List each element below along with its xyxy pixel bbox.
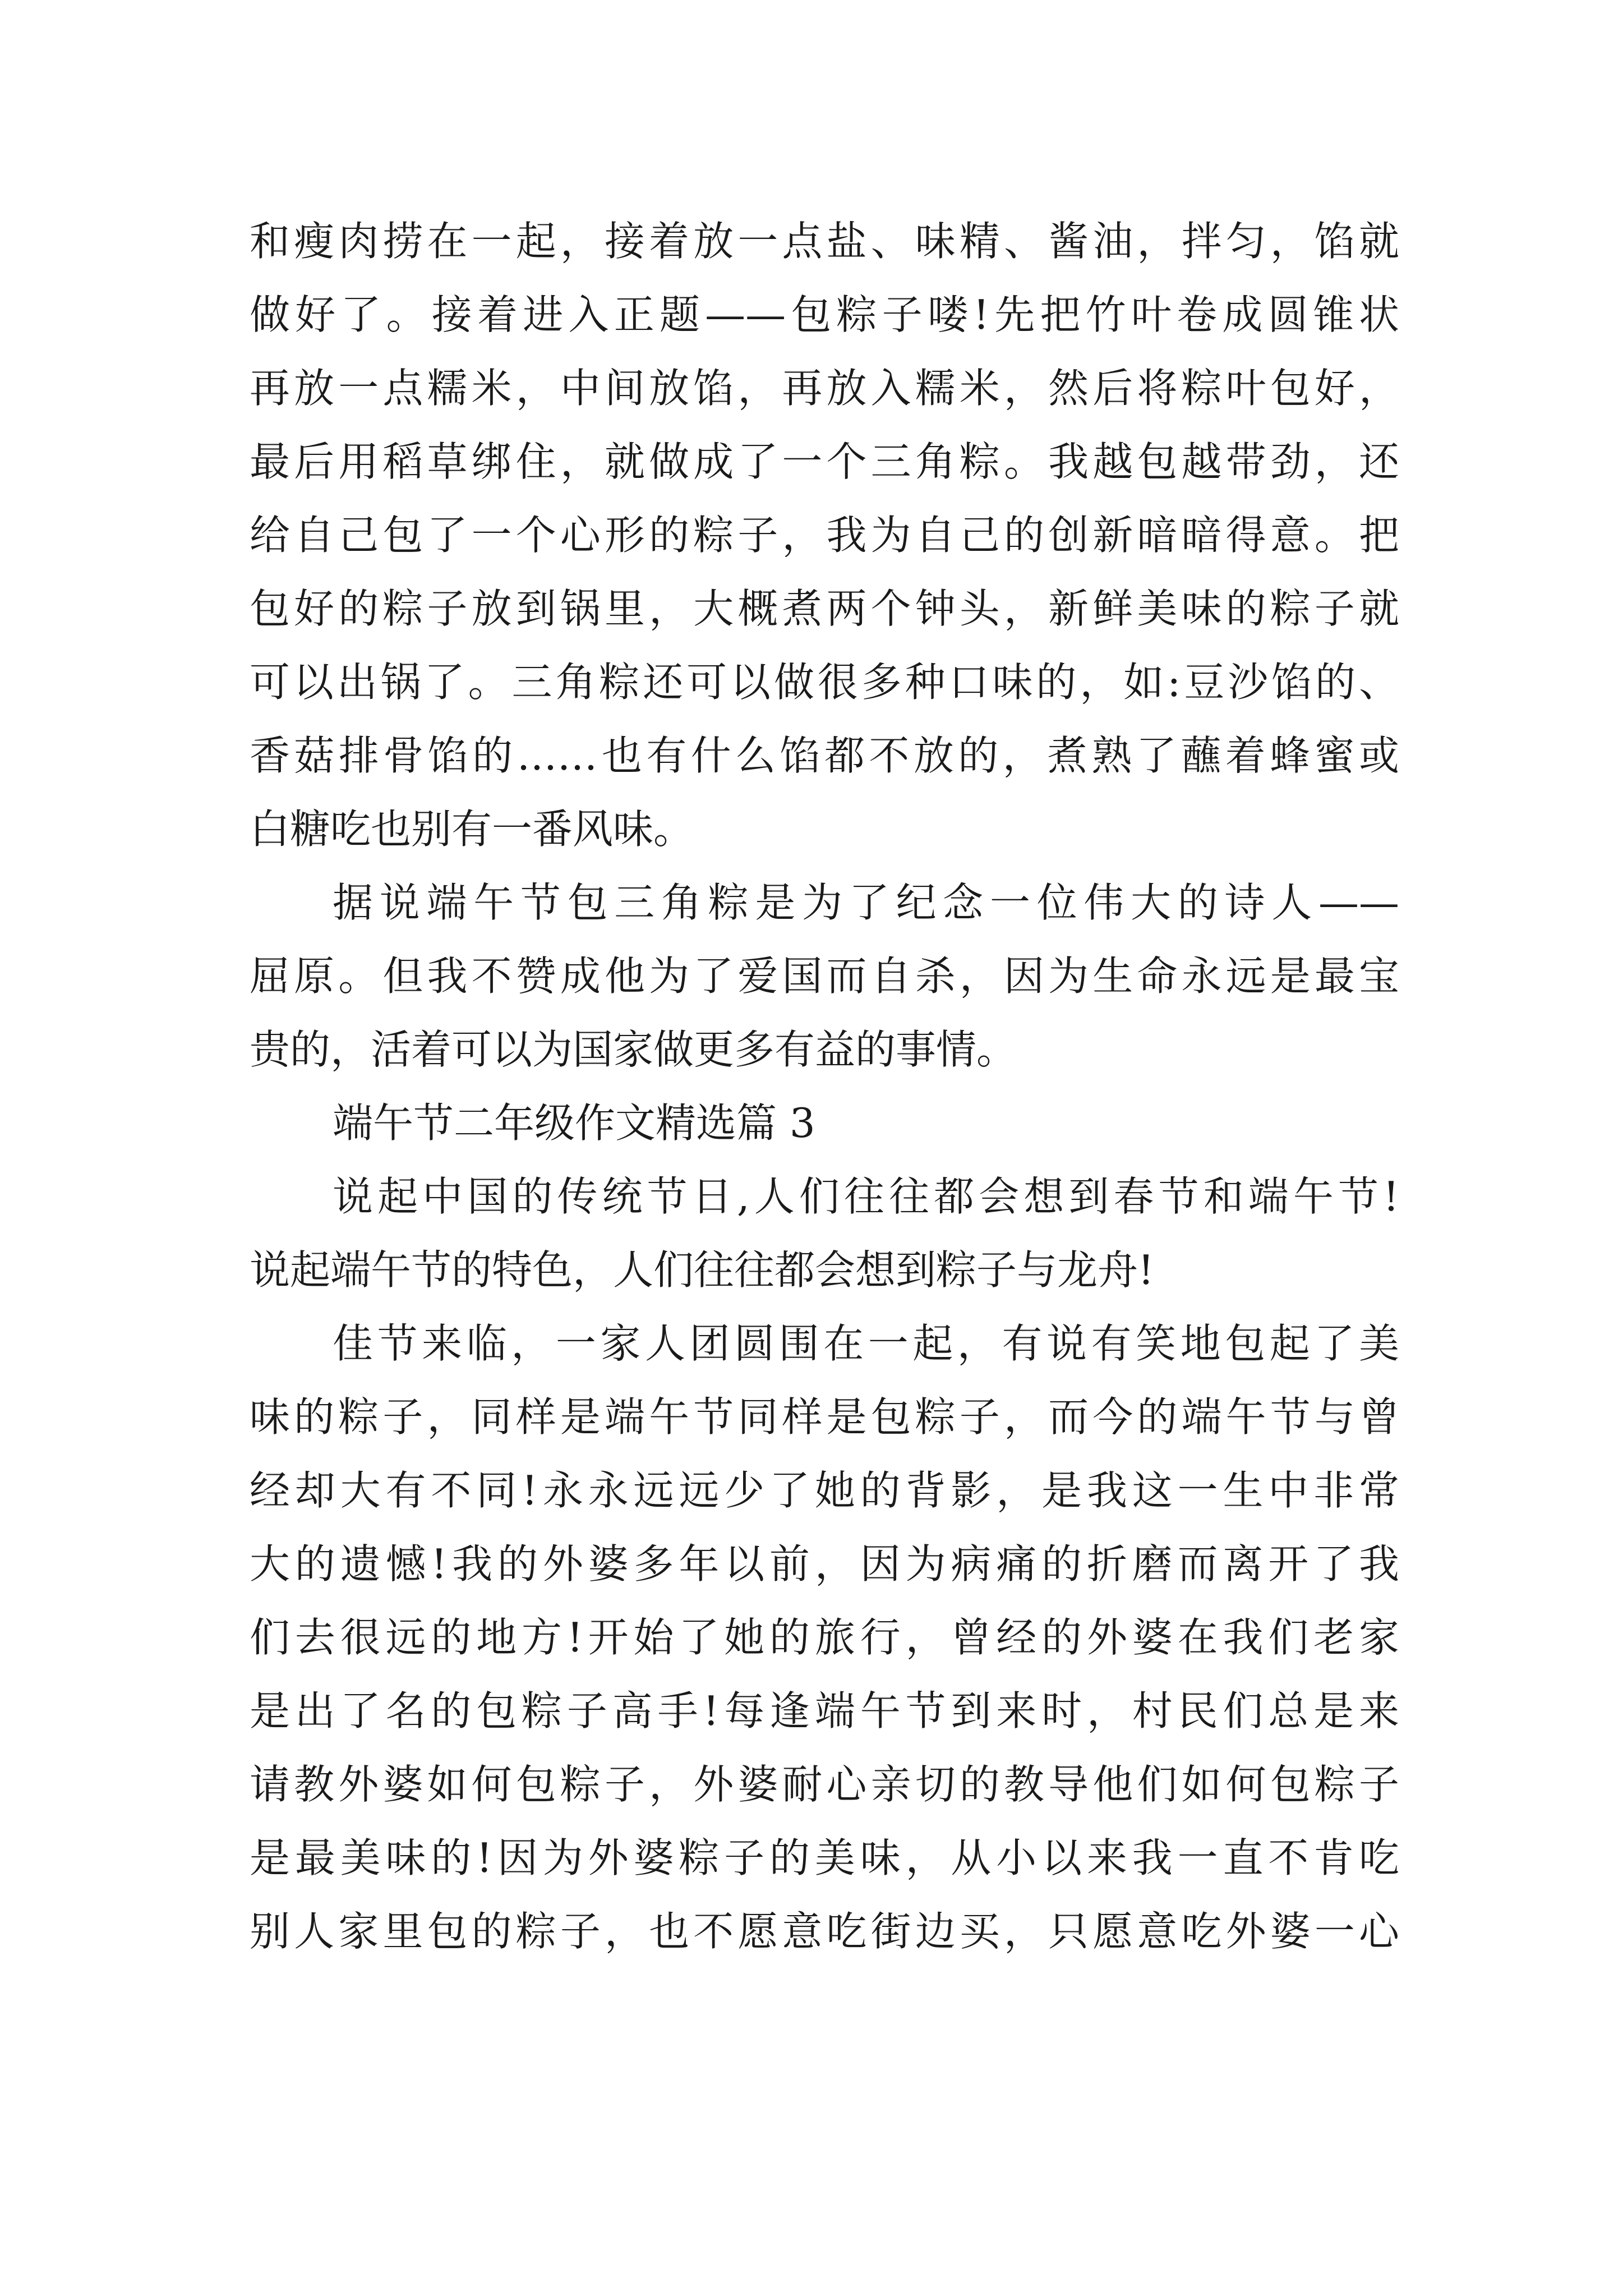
text-line: 贵的，活着可以为国家做更多有益的事情。 — [250, 1026, 1017, 1073]
text-line: 白糖吃也别有一番风味。 — [250, 806, 694, 853]
paragraph-first-line: 佳节来临，一家人团圆围在一起，有说有笑地包起了美 — [333, 1320, 1399, 1367]
text-line: 香菇排骨馅的……也有什么馅都不放的，煮熟了蘸着蜂蜜或 — [250, 732, 1399, 779]
text-line: 屈原。但我不赞成他为了爱国而自杀，因为生命永远是最宝 — [250, 953, 1399, 1000]
text-line: 包好的粽子放到锅里，大概煮两个钟头，新鲜美味的粽子就 — [250, 585, 1399, 632]
text-line: 是最美味的!因为外婆粽子的美味，从小以来我一直不肯吃 — [250, 1834, 1399, 1881]
text-line: 和瘦肉捞在一起，接着放一点盐、味精、酱油，拌匀，馅就 — [250, 218, 1399, 265]
text-line: 可以出锅了。三角粽还可以做很多种口味的，如:豆沙馅的、 — [250, 659, 1399, 706]
text-line: 再放一点糯米，中间放馅，再放入糯米，然后将粽叶包好， — [250, 365, 1399, 412]
text-line: 是出了名的包粽子高手!每逢端午节到来时，村民们总是来 — [250, 1687, 1399, 1734]
text-line: 请教外婆如何包粽子，外婆耐心亲切的教导他们如何包粽子 — [250, 1761, 1399, 1808]
text-line: 经却大有不同!永永远远少了她的背影，是我这一生中非常 — [250, 1467, 1399, 1514]
text-line: 大的遗憾!我的外婆多年以前，因为病痛的折磨而离开了我 — [250, 1540, 1399, 1588]
text-line: 说起端午节的特色，人们往往都会想到粽子与龙舟! — [250, 1246, 1154, 1294]
document-body — [250, 205, 1399, 1968]
text-line: 做好了。接着进入正题——包粽子喽!先把竹叶卷成圆锥状 — [250, 291, 1399, 338]
text-line: 们去很远的地方!开始了她的旅行，曾经的外婆在我们老家 — [250, 1614, 1399, 1661]
text-line: 最后用稻草绑住，就做成了一个三角粽。我越包越带劲，还 — [250, 438, 1399, 485]
text-line: 别人家里包的粽子，也不愿意吃街边买，只愿意吃外婆一心 — [250, 1908, 1399, 1955]
paragraph-first-line: 说起中国的传统节日,人们往往都会想到春节和端午节! — [333, 1173, 1399, 1220]
text-line: 给自己包了一个心形的粽子，我为自己的创新暗暗得意。把 — [250, 512, 1399, 559]
paragraph-first-line: 据说端午节包三角粽是为了纪念一位伟大的诗人—— — [333, 879, 1399, 926]
text-line: 味的粽子，同样是端午节同样是包粽子，而今的端午节与曾 — [250, 1393, 1399, 1441]
paragraph-first-line: 端午节二年级作文精选篇 3 — [333, 1099, 815, 1147]
